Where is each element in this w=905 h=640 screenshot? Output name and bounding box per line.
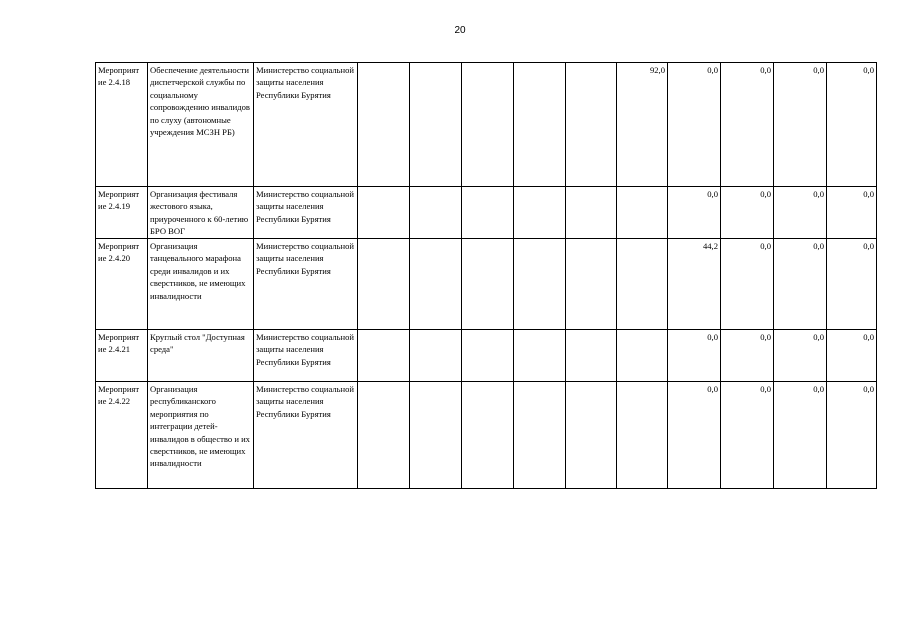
value-cell: 0,0 <box>827 187 877 239</box>
measures-table <box>95 62 877 489</box>
empty-cell <box>358 63 410 187</box>
empty-cell <box>566 239 617 330</box>
executor-cell: Министерство социальной защиты населения Республики Бурятия <box>254 63 358 187</box>
empty-cell <box>514 63 566 187</box>
value-cell: 0,0 <box>721 63 774 187</box>
empty-cell <box>566 382 617 489</box>
value-cell: 92,0 <box>617 63 668 187</box>
value-cell <box>617 187 668 239</box>
empty-cell <box>462 187 514 239</box>
empty-cell <box>410 187 462 239</box>
empty-cell <box>358 382 410 489</box>
measure-code-cell: Мероприят ие 2.4.20 <box>96 239 148 330</box>
empty-cell <box>358 330 410 382</box>
value-cell: 0,0 <box>827 330 877 382</box>
empty-cell <box>410 63 462 187</box>
table-row <box>96 330 877 382</box>
value-cell: 0,0 <box>827 63 877 187</box>
measure-code-cell: Мероприят ие 2.4.22 <box>96 382 148 489</box>
executor-cell: Министерство социальной защиты населения Республики Бурятия <box>254 330 358 382</box>
value-cell <box>617 330 668 382</box>
value-cell: 0,0 <box>668 330 721 382</box>
measure-code-cell: Мероприят ие 2.4.21 <box>96 330 148 382</box>
empty-cell <box>566 187 617 239</box>
measure-code-cell: Мероприят ие 2.4.18 <box>96 63 148 187</box>
measure-name-cell: Организация танцевального марафона среди инвалидов и их сверстников, не имеющих инвалидности <box>148 239 254 330</box>
value-cell <box>617 239 668 330</box>
empty-cell <box>410 330 462 382</box>
empty-cell <box>514 187 566 239</box>
value-cell: 0,0 <box>774 187 827 239</box>
value-cell <box>617 382 668 489</box>
empty-cell <box>462 330 514 382</box>
value-cell: 0,0 <box>668 63 721 187</box>
measure-name-cell: Организация фестиваля жестового языка, приуроченного к 60-летию БРО ВОГ <box>148 187 254 239</box>
measure-name-cell: Круглый стол "Доступная среда" <box>148 330 254 382</box>
value-cell: 0,0 <box>721 239 774 330</box>
value-cell: 0,0 <box>827 382 877 489</box>
table-row <box>96 63 877 187</box>
empty-cell <box>462 239 514 330</box>
value-cell: 0,0 <box>827 239 877 330</box>
empty-cell <box>514 330 566 382</box>
measure-code-cell: Мероприят ие 2.4.19 <box>96 187 148 239</box>
empty-cell <box>566 330 617 382</box>
measure-name-cell: Организация республиканского мероприятия по интеграции детей-инвалидов в общество и их сверстников, не имеющих инвалидности <box>148 382 254 489</box>
executor-cell: Министерство социальной защиты населения Республики Бурятия <box>254 382 358 489</box>
table-row <box>96 239 877 330</box>
executor-cell: Министерство социальной защиты населения Республики Бурятия <box>254 187 358 239</box>
empty-cell <box>566 63 617 187</box>
empty-cell <box>462 63 514 187</box>
value-cell: 44,2 <box>668 239 721 330</box>
value-cell: 0,0 <box>668 187 721 239</box>
page-number: 20 <box>454 25 466 36</box>
value-cell: 0,0 <box>774 330 827 382</box>
empty-cell <box>358 187 410 239</box>
empty-cell <box>514 239 566 330</box>
value-cell: 0,0 <box>668 382 721 489</box>
executor-cell: Министерство социальной защиты населения Республики Бурятия <box>254 239 358 330</box>
empty-cell <box>358 239 410 330</box>
table-row <box>96 382 877 489</box>
value-cell: 0,0 <box>774 382 827 489</box>
value-cell: 0,0 <box>721 382 774 489</box>
value-cell: 0,0 <box>721 187 774 239</box>
empty-cell <box>514 382 566 489</box>
empty-cell <box>410 382 462 489</box>
empty-cell <box>462 382 514 489</box>
table-row <box>96 187 877 239</box>
value-cell: 0,0 <box>721 330 774 382</box>
value-cell: 0,0 <box>774 63 827 187</box>
empty-cell <box>410 239 462 330</box>
measure-name-cell: Обеспечение деятельности диспетчерской службы по социальному сопровождению инвалидов по слуху (автономные учреждения МСЗН РБ) <box>148 63 254 187</box>
value-cell: 0,0 <box>774 239 827 330</box>
